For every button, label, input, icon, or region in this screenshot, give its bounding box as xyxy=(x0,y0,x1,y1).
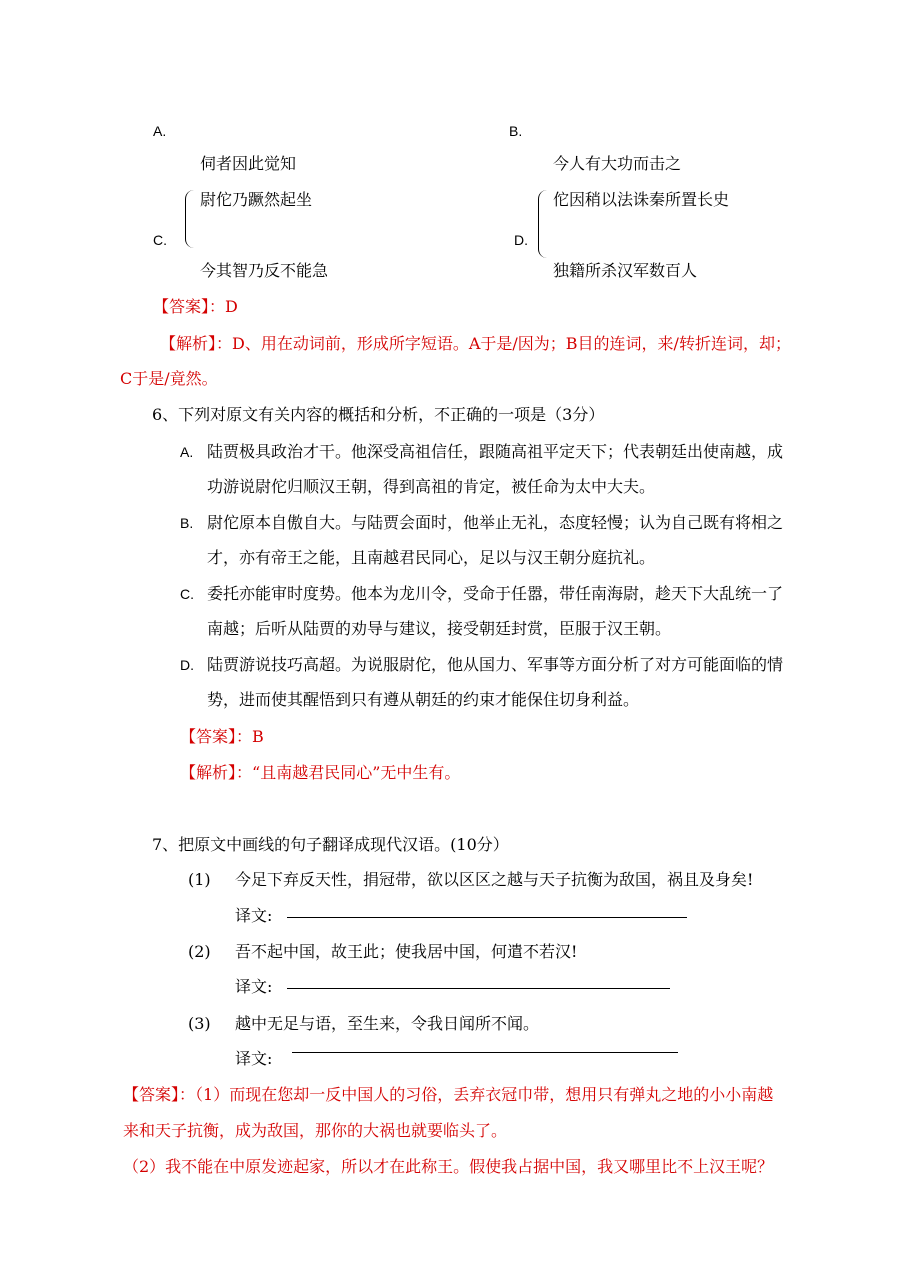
q6-option-b-label: B. xyxy=(180,515,194,531)
q6-option-c-label: C. xyxy=(180,586,194,602)
q5-answer xyxy=(153,296,238,318)
option-d-brace xyxy=(538,190,547,258)
q6-option-d-line1: 陆贾游说技巧高超。为说服尉佗，他从国力、军事等方面分析了对方可能面临的情 xyxy=(207,655,784,674)
q7-item2-answer-blank xyxy=(287,988,670,989)
option-a-line1: 伺者因此觉知 xyxy=(200,154,297,173)
q6-option-b-line2: 才，亦有帝王之能，且南越君民同心，足以与汉王朝分庭抗礼。 xyxy=(207,548,656,567)
q7-item2-num: (2) xyxy=(188,942,211,961)
q5-answer-label: 【答案】 xyxy=(153,297,210,316)
option-c-label: C. xyxy=(153,232,167,248)
option-b-line1: 今人有大功而击之 xyxy=(553,154,682,173)
q6-answer xyxy=(180,726,264,748)
q7-item1-answer-blank xyxy=(287,917,687,918)
option-c-brace xyxy=(185,190,194,248)
q7-item2-translation-label: 译文: xyxy=(235,977,273,996)
q6-answer-label: 【答案】 xyxy=(180,727,237,746)
option-c-line1: 尉佗乃蹶然起坐 xyxy=(200,190,313,209)
q7-item3-answer-blank xyxy=(292,1052,678,1053)
option-d-label: D. xyxy=(514,232,528,248)
q7-item3-sentence: 越中无足与语，至生来，令我日闻所不闻。 xyxy=(235,1014,540,1033)
q6-analysis-text: ：“且南越君民同心”无中生有。 xyxy=(236,763,461,782)
q5-analysis-line1 xyxy=(160,333,791,355)
q6-option-a-line1: 陆贾极具政治才干。他深受高祖信任，跟随高祖平定天下；代表朝廷出使南越，成 xyxy=(207,442,784,461)
q7-item1-sentence: 今足下弃反天性，捐冠带，欲以区区之越与天子抗衡为敌国，祸且及身矣! xyxy=(235,870,754,889)
q6-option-a-line2: 功游说尉佗归顺汉王朝，得到高祖的肯定，被任命为太中大夫。 xyxy=(207,477,656,496)
q7-item3-num: (3) xyxy=(188,1014,211,1033)
q6-option-d-line2: 势，进而使其醒悟到只有遵从朝廷的约束才能保住切身利益。 xyxy=(207,690,640,709)
q7-stem: 7、把原文中画线的句子翻译成现代汉语。(10分） xyxy=(152,835,509,854)
q7-item2-sentence: 吾不起中国，故王此；使我居中国，何遣不若汉! xyxy=(235,942,578,961)
q6-analysis-label: 【解析】 xyxy=(180,763,237,782)
q7-item1-num: (1) xyxy=(188,870,211,889)
q6-option-d-label: D. xyxy=(180,657,194,673)
q5-answer-text: ：D xyxy=(209,297,238,316)
q6-option-c-line1: 委托亦能审时度势。他本为龙川令，受命于任嚣，带任南海尉，趁天下大乱统一了 xyxy=(207,584,784,603)
q7-answer-label: 【答案】 xyxy=(123,1085,180,1104)
option-b-label: B. xyxy=(509,123,523,139)
q7-answer-line2: 来和天子抗衡，成为敌国，那你的大祸也就要临头了。 xyxy=(123,1121,508,1140)
q7-answer-line3: （2）我不能在中原发迹起家，所以才在此称王。假使我占据中国，我又哪里比不上汉王呢？ xyxy=(123,1157,774,1176)
q7-item1-translation-label: 译文: xyxy=(235,906,273,925)
q7-answer-text1: ：（1）而现在您却一反中国人的习俗，丢弃衣冠巾带，想用只有弹丸之地的小小南越 xyxy=(179,1085,774,1104)
q7-answer-line1 xyxy=(123,1084,773,1106)
q6-stem: 6、下列对原文有关内容的概括和分析，不正确的一项是（3分） xyxy=(152,405,605,424)
q7-item3-translation-label: 译文: xyxy=(235,1049,273,1068)
q6-option-b-line1: 尉佗原本自傲自大。与陆贾会面时，他举止无礼，态度轻慢；认为自己既有将相之 xyxy=(207,513,784,532)
q5-analysis-text: ：D、用在动词前，形成所字短语。A于是/因为；B目的连词，来/转折连词，却； xyxy=(216,334,791,353)
q6-option-c-line2: 南越；后听从陆贾的劝导与建议，接受朝廷封赏，臣服于汉王朝。 xyxy=(207,619,672,638)
option-d-line2: 独籍所杀汉军数百人 xyxy=(553,261,698,280)
q6-option-a-label: A. xyxy=(180,444,194,460)
q6-answer-text: ：B xyxy=(236,727,264,746)
option-a-label: A. xyxy=(153,123,167,139)
q5-analysis-label: 【解析】 xyxy=(160,334,217,353)
option-c-line2: 今其智乃反不能急 xyxy=(200,261,329,280)
q6-analysis xyxy=(180,762,460,784)
option-d-line1: 佗因稍以法诛秦所置长史 xyxy=(553,190,730,209)
q5-analysis-line2: C于是/竟然。 xyxy=(120,369,218,388)
